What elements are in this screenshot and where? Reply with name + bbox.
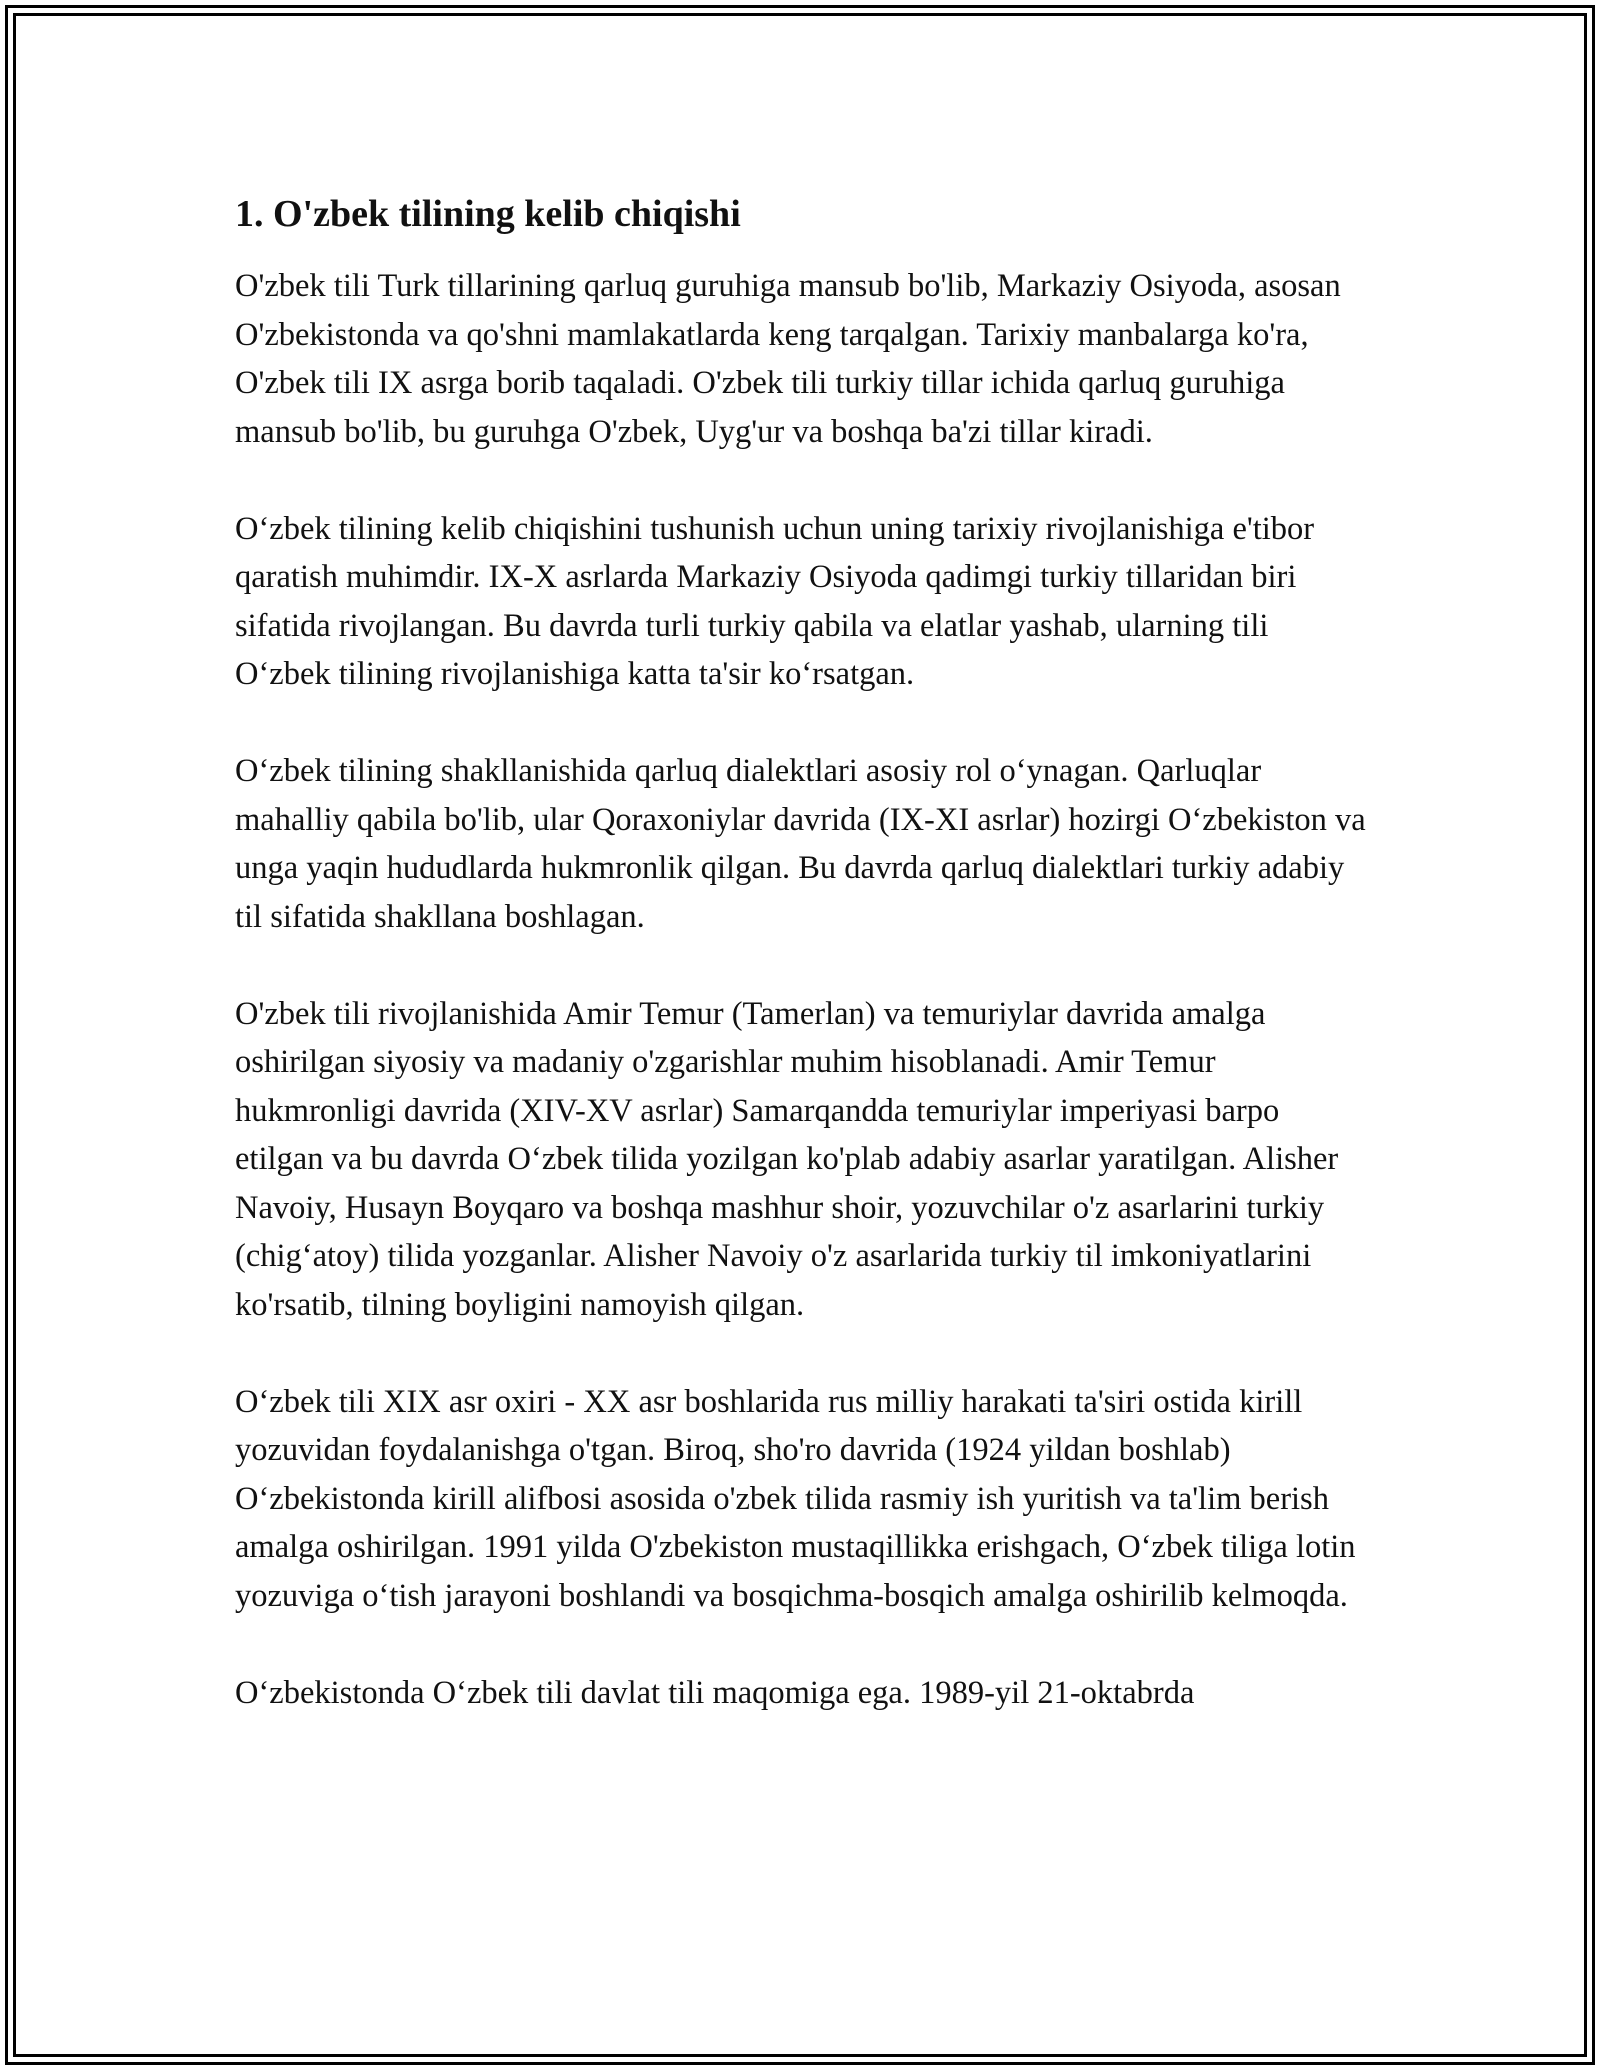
paragraph-6: O‘zbekistonda O‘zbek tili davlat tili maqomiga ega. 1989-yil 21-oktabrda [235, 1674, 1195, 1711]
paragraph-4: O'zbek tili rivojlanishida Amir Temur (Tamerlan) va temuriylar davrida amalga oshirilgan siyosiy va madaniy o'zgarishlar muhim hisoblanadi. Amir Temur hukmronligi davrida (XIV-XV asrlar) Samarqandda temuriylar imperiyasi barpo etilgan va bu davrda O‘zbek tilida yozilgan ko'plab adabiy asarlar yaratilgan. Alisher Navoiy, Husayn Boyqaro va boshqa mashhur shoir, yozuvchilar o'z asarlarini turkiy (chig‘atoy) tilida yozganlar. Alisher Navoiy o'z asarlarida turkiy til imkoniyatlarini ko'rsatib, tilning boyligini namoyish qilgan. [235, 995, 1339, 1323]
paragraph-5: O‘zbek tili XIX asr oxiri - XX asr boshlarida rus milliy harakati ta'siri ostida kirill yozuvidan foydalanishga o'tgan. Biroq, sho'ro davrida (1924 yildan boshlab) O‘zbekistonda kirill alifbosi asosida o'zbek tilida rasmiy ish yuritish va ta'lim berish amalga oshirilgan. 1991 yilda O'zbekiston mustaqillikka erishgach, O‘zbek tiliga lotin yozuviga o‘tish jarayoni boshlandi va bosqichma-bosqich amalga oshirilib kelmoqda. [235, 1383, 1356, 1614]
paragraph-2: O‘zbek tilining kelib chiqishini tushunish uchun uning tarixiy rivojlanishiga e'tibor qaratish muhimdir. IX-X asrlarda Markaziy Osiyoda qadimgi turkiy tillaridan biri sifatida rivojlangan. Bu davrda turli turkiy qabila va elatlar yashab, ularning tili O‘zbek tilining rivojlanishiga katta ta'sir ko‘rsatgan. [235, 510, 1315, 692]
document-body [235, 188, 1370, 1766]
paragraph-1: O'zbek tili Turk tillarining qarluq guruhiga mansub bo'lib, Markaziy Osiyoda, asosan O'zbekistonda va qo'shni mamlakatlarda keng tarqalgan. Tarixiy manbalarga ko'ra, O'zbek tili IX asrga borib taqaladi. O'zbek tili turkiy tillar ichida qarluq guruhiga mansub bo'lib, bu guruhga O'zbek, Uyg'ur va boshqa ba'zi tillar kiradi. [235, 268, 1341, 450]
paragraph-3: O‘zbek tilining shakllanishida qarluq dialektlari asosiy rol o‘ynagan. Qarluqlar mahalliy qabila bo'lib, ular Qoraxoniylar davrida (IX-XI asrlar) hozirgi O‘zbekiston va unga yaqin hududlarda hukmronlik qilgan. Bu davrda qarluq dialektlari turkiy adabiy til sifatida shakllana boshlagan. [235, 753, 1366, 935]
section-heading: 1. O'zbek tilining kelib chiqishi [235, 193, 741, 235]
